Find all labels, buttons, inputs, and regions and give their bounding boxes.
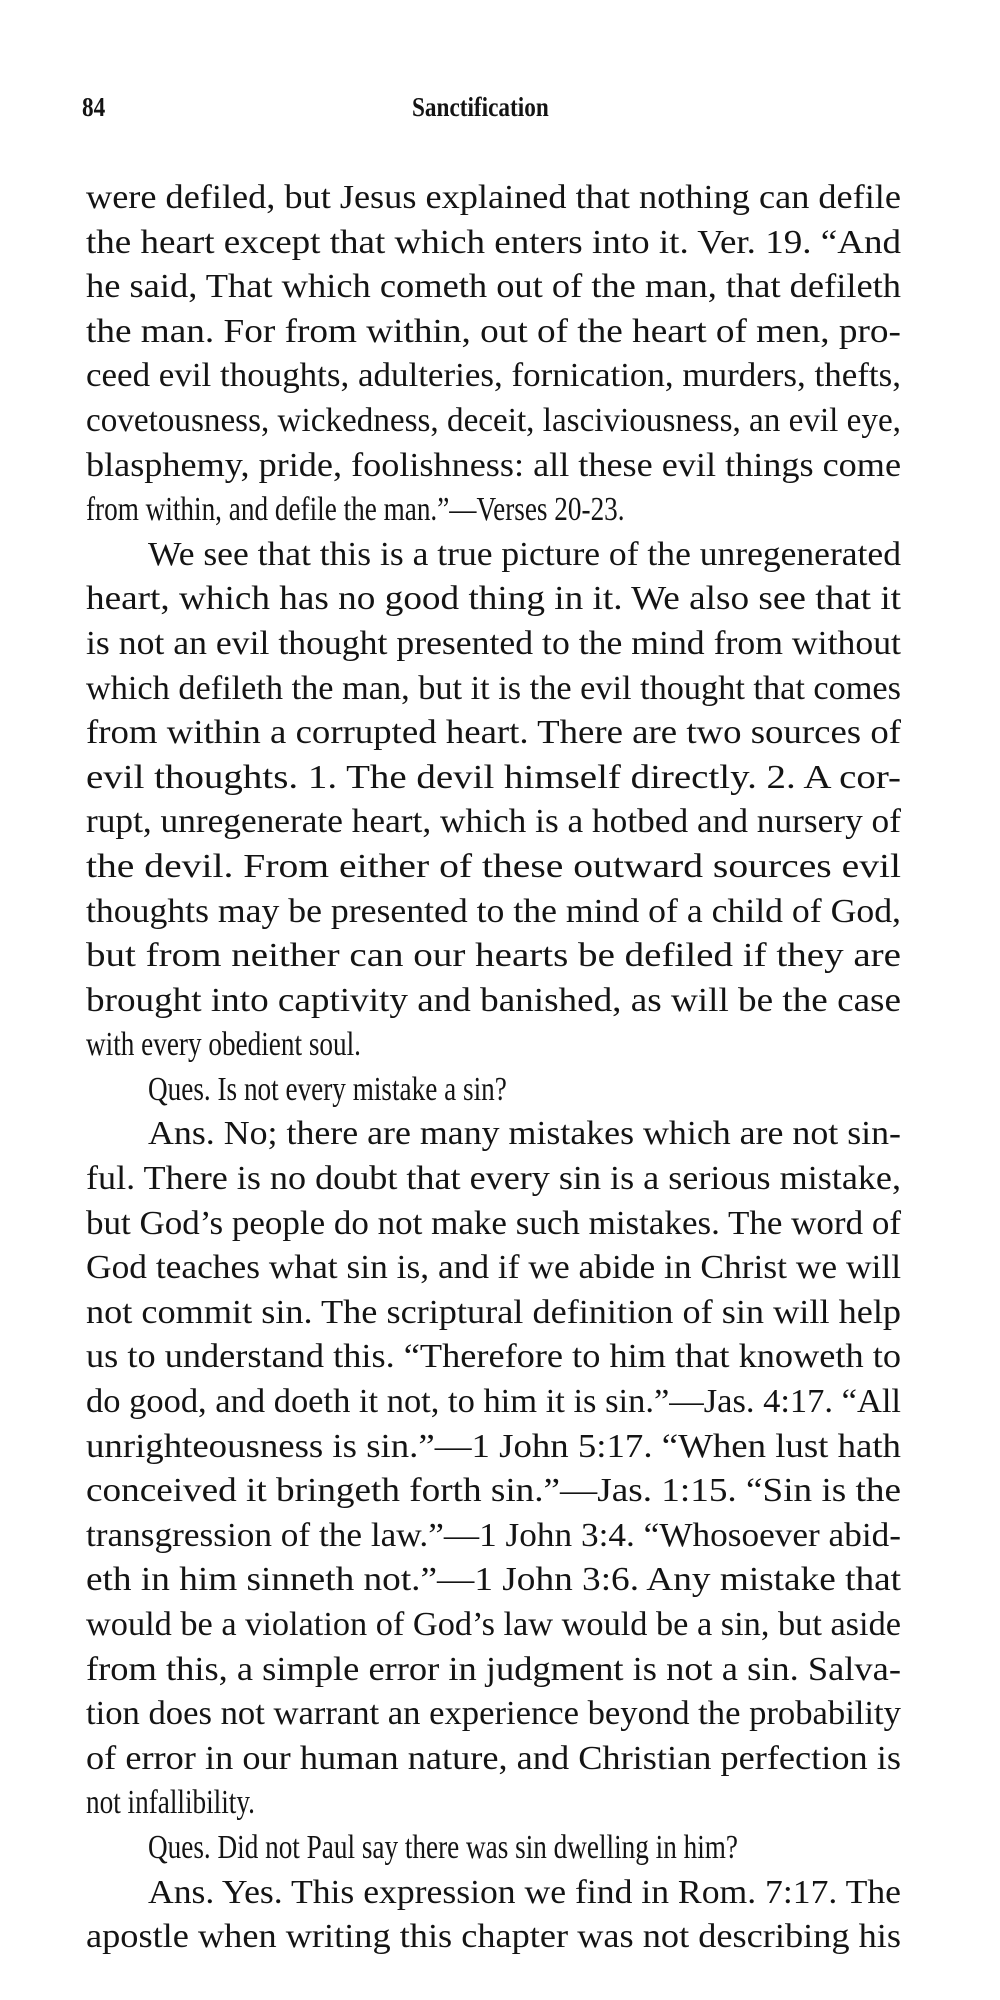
text-line: do good, and doeth it not, to him it is sin.”—Jas. 4:17. “All <box>86 1383 902 1421</box>
text-line: not commit sin. The scriptural definition of sin will help <box>86 1293 902 1331</box>
text-line: conceived it bringeth forth sin.”—Jas. 1:15. “Sin is the <box>86 1472 901 1510</box>
text-line: were defiled, but Jesus explained that nothing can defile <box>86 179 901 216</box>
paragraph-start-line: We see that this is a true picture of the unregenerated <box>148 535 901 573</box>
text-line: the man. For from within, out of the heart of men, pro- <box>86 312 901 350</box>
text-line: but God’s people do not make such mistakes. The word of <box>86 1204 901 1242</box>
text-line: brought into captivity and banished, as will be the case <box>86 981 902 1019</box>
text-line: God teaches what sin is, and if we abide in Christ we will <box>86 1249 902 1287</box>
running-title: Sanctification <box>412 92 549 122</box>
text-line: not infallibility. <box>86 1784 255 1822</box>
text-line: unrighteousness is sin.”—1 John 5:17. “When lust hath <box>86 1427 901 1465</box>
text-line: he said, That which cometh out of the man, that defileth <box>86 268 901 306</box>
body-text <box>86 176 901 1960</box>
text-line: covetousness, wickedness, deceit, lasciviousness, an evil eye, <box>86 401 901 439</box>
answer-start-line: Ans. No; there are many mistakes which are not sin- <box>148 1115 902 1153</box>
text-line: eth in him sinneth not.”—1 John 3:6. Any mistake that <box>86 1561 902 1599</box>
text-line: which defileth the man, but it is the evil thought that comes <box>86 669 901 707</box>
text-line: apostle when writing this chapter was not describing his <box>86 1918 902 1956</box>
text-line: transgression of the law.”—1 John 3:4. “Whosoever abid- <box>86 1516 901 1554</box>
text-line: would be a violation of God’s law would be a sin, but aside <box>86 1606 901 1643</box>
question-line: Ques. Did not Paul say there was sin dwelling in him? <box>148 1828 739 1866</box>
text-line: blasphemy, pride, foolishness: all these evil things come <box>86 446 902 484</box>
answer-start-line: Ans. Yes. This expression we find in Rom. 7:17. The <box>148 1873 901 1911</box>
page-header <box>82 92 900 132</box>
text-line: is not an evil thought presented to the mind from without <box>86 624 901 662</box>
page-number: 84 <box>82 92 106 122</box>
text-line: us to understand this. “Therefore to him that knoweth to <box>86 1338 901 1376</box>
text-line: thoughts may be presented to the mind of a child of God, <box>86 892 901 930</box>
text-line: the devil. From either of these outward sources evil <box>86 847 902 885</box>
text-line: the heart except that which enters into it. Ver. 19. “And <box>86 223 901 261</box>
text-line: rupt, unregenerate heart, which is a hotbed and nursery of <box>86 803 901 841</box>
text-line: from within, and defile the man.”—Verses 20-23. <box>86 491 625 529</box>
text-line: with every obedient soul. <box>86 1026 361 1064</box>
text-line: from this, a simple error in judgment is not a sin. Salva- <box>86 1650 901 1688</box>
text-line: heart, which has no good thing in it. We also see that it <box>86 580 902 618</box>
text-line: but from neither can our hearts be defiled if they are <box>86 937 901 975</box>
text-line: evil thoughts. 1. The devil himself directly. 2. A cor- <box>86 758 902 796</box>
text-line: from within a corrupted heart. There are two sources of <box>86 714 902 752</box>
text-line: of error in our human nature, and Christian perfection is <box>86 1739 901 1777</box>
question-line: Ques. Is not every mistake a sin? <box>148 1070 507 1108</box>
text-line: ful. There is no doubt that every sin is a serious mistake, <box>86 1160 902 1198</box>
text-line: ceed evil thoughts, adulteries, fornication, murders, thefts, <box>86 357 901 395</box>
text-line: tion does not warrant an experience beyond the probability <box>86 1695 901 1733</box>
